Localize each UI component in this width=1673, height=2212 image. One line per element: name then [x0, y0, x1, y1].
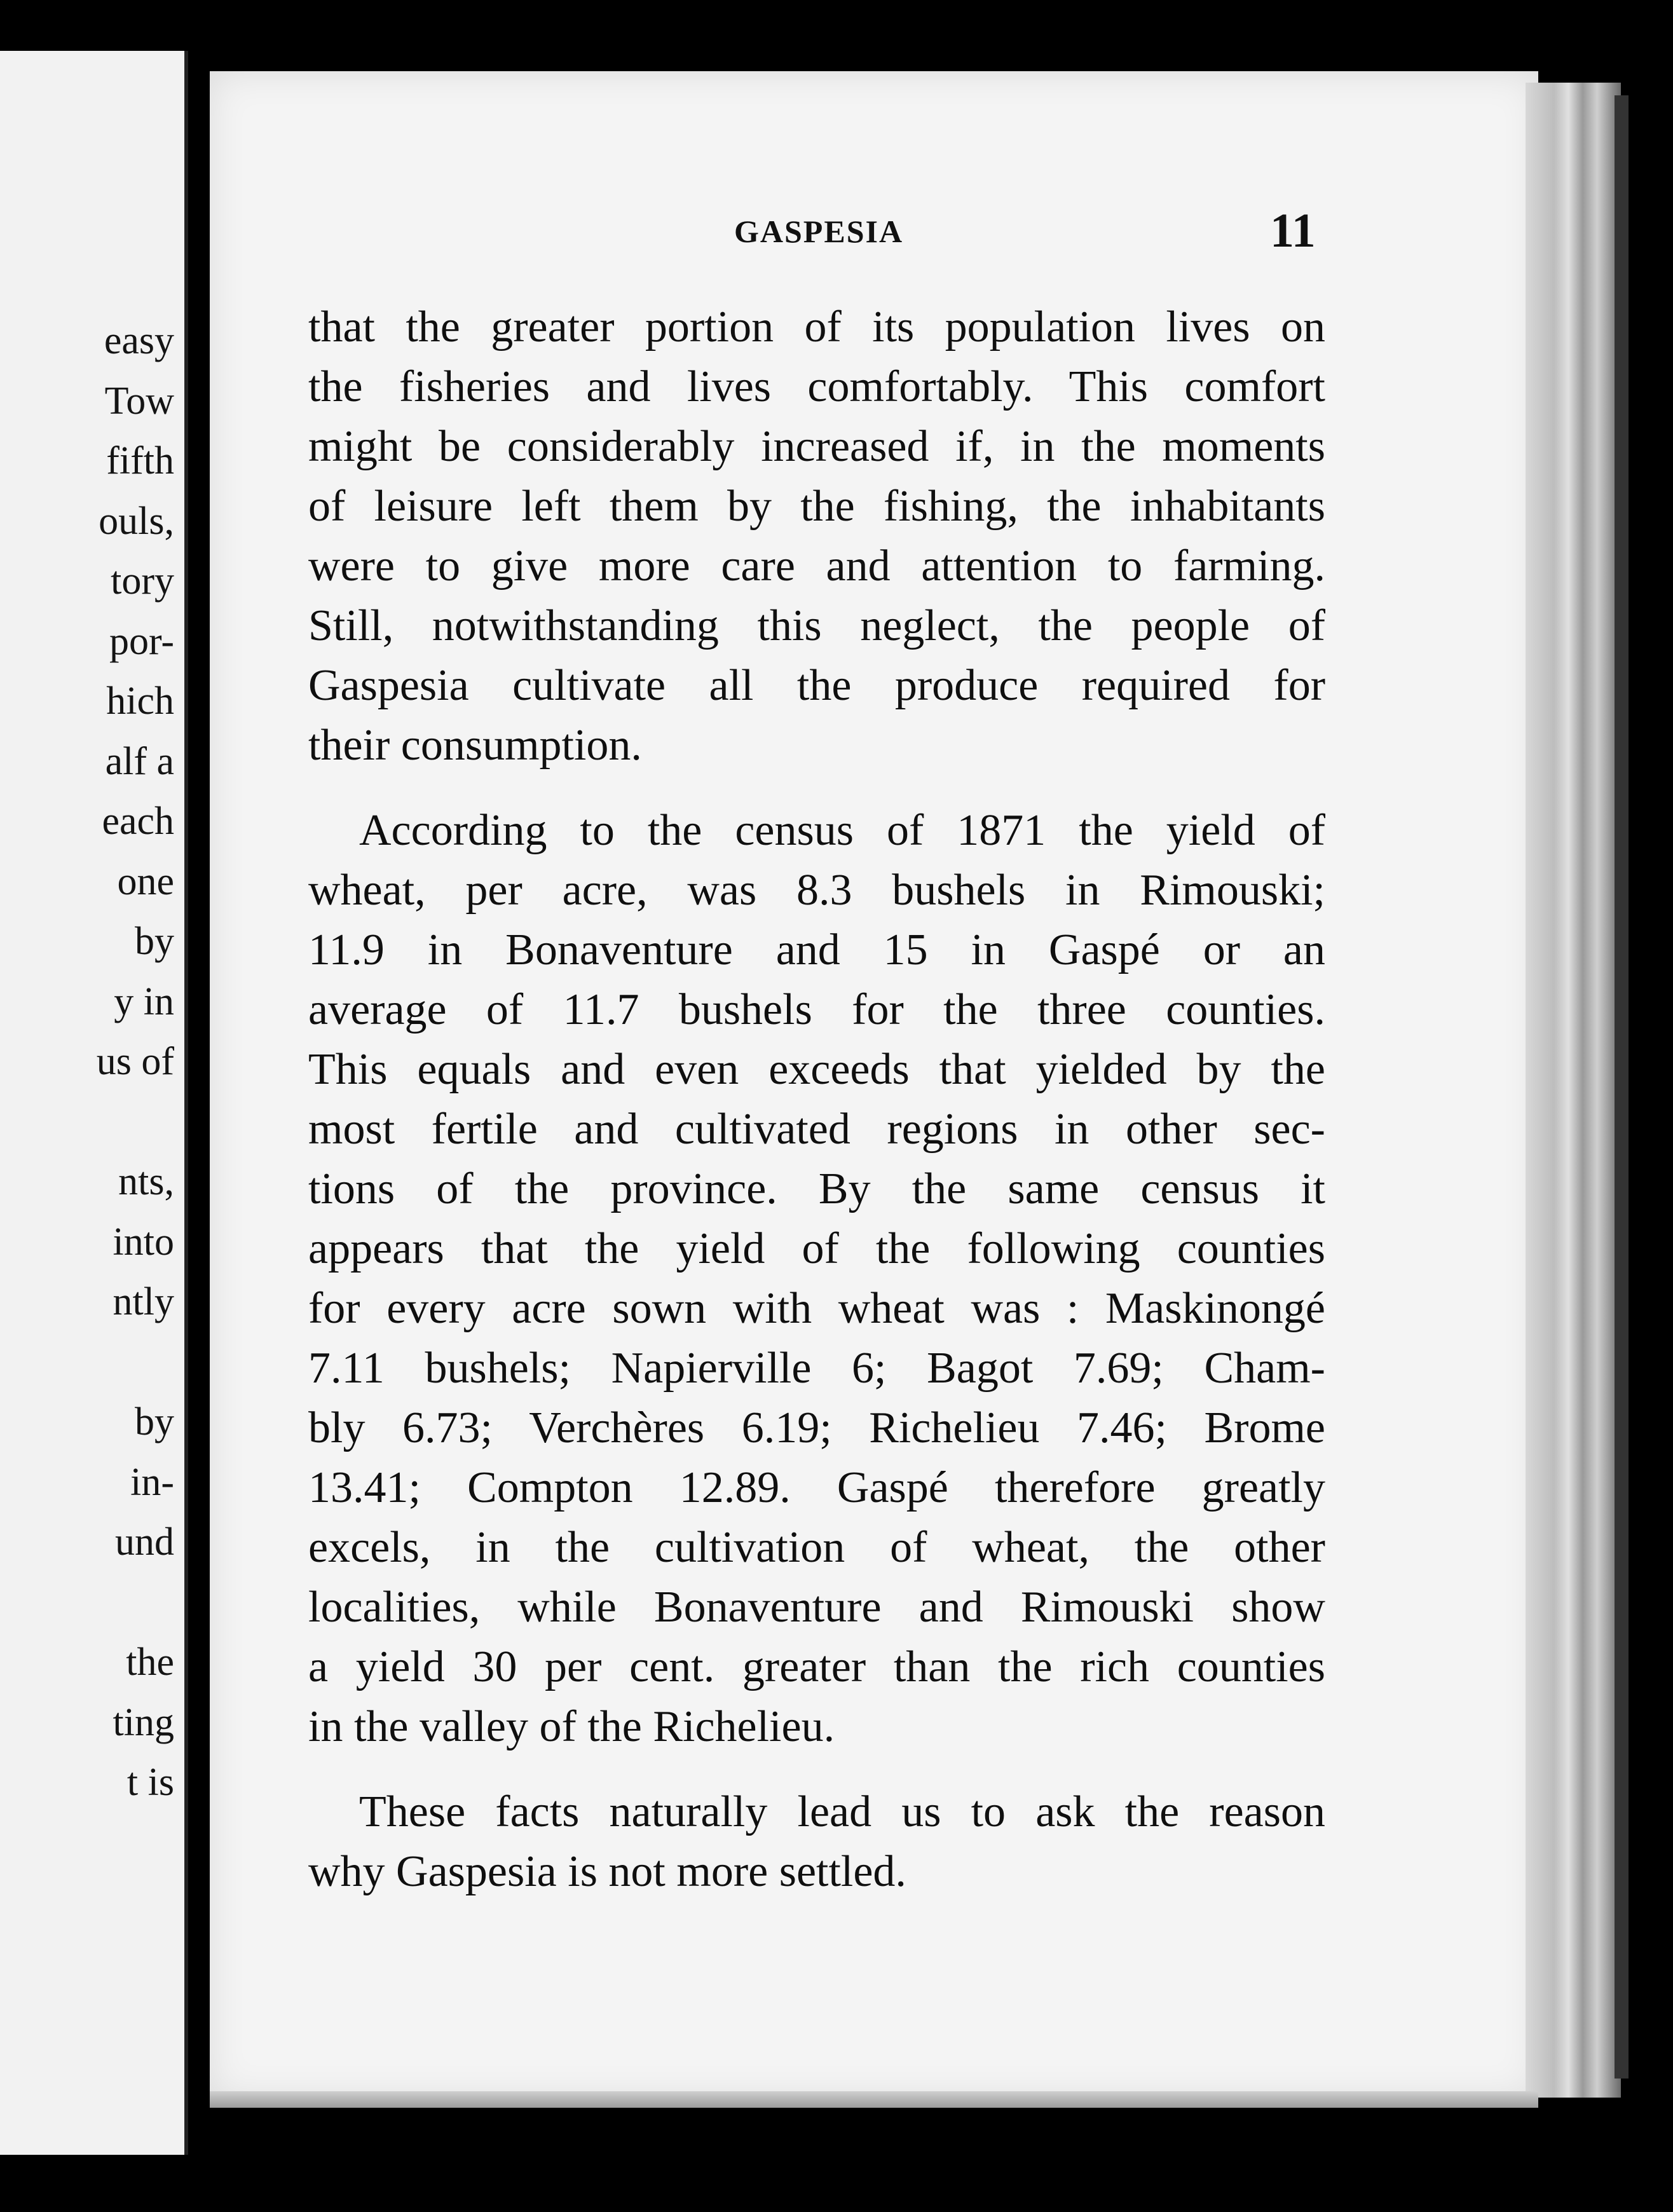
text-line: why Gaspesia is not more settled. — [308, 1847, 906, 1896]
running-head: GASPESIA — [734, 214, 904, 249]
facing-page-line: hich — [106, 679, 174, 723]
text-line: 11.9 in Bonaventure and 15 in Gaspé or an — [308, 925, 1325, 974]
text-line: in the valley of the Richelieu. — [308, 1702, 835, 1751]
text-line: for every acre sown with wheat was : Maskinongé — [308, 1284, 1325, 1333]
text-line: localities, while Bonaventure and Rimouski show — [308, 1583, 1325, 1632]
facing-page-line: ntly — [113, 1280, 174, 1323]
paragraph — [308, 1782, 1325, 1902]
text-line: 13.41; Compton 12.89. Gaspé therefore greatly — [308, 1463, 1325, 1512]
text-line: wheat, per acre, was 8.3 bushels in Rimouski; — [308, 866, 1325, 915]
facing-page-line: us of — [96, 1040, 174, 1083]
facing-page-fragment — [0, 51, 188, 2155]
text-line: Still, notwithstanding this neglect, the people of — [308, 601, 1325, 650]
facing-page-line: into — [113, 1220, 174, 1264]
facing-page-line: the — [126, 1641, 174, 1684]
facing-page-line: Tow — [104, 379, 174, 423]
text-line: bly 6.73; Verchères 6.19; Richelieu 7.46; Brome — [308, 1403, 1325, 1452]
facing-page-line: by — [135, 1400, 174, 1444]
body-text — [308, 297, 1325, 1902]
facing-page-line: one — [117, 859, 174, 903]
page-bottom-edge — [210, 2091, 1538, 2108]
facing-page-line: ting — [113, 1700, 174, 1744]
text-line: tions of the province. By the same census it — [308, 1164, 1325, 1213]
text-line: were to give more care and attention to farming. — [308, 542, 1325, 591]
text-line: their consumption. — [308, 721, 642, 770]
paragraph — [308, 801, 1325, 1757]
facing-page-line: nts, — [118, 1160, 174, 1203]
text-line: These facts naturally lead us to ask the reason — [359, 1787, 1325, 1836]
facing-page-line: easy — [104, 319, 174, 362]
facing-page-line: each — [102, 800, 174, 843]
facing-page-line: fifth — [106, 439, 174, 482]
text-line: average of 11.7 bushels for the three counties. — [308, 985, 1325, 1034]
binding-shadow — [1615, 95, 1629, 2079]
text-line: of leisure left them by the fishing, the inhabitants — [308, 482, 1325, 531]
facing-page-line: tory — [111, 559, 174, 603]
text-line: excels, in the cultivation of wheat, the other — [308, 1523, 1325, 1572]
text-line: most fertile and cultivated regions in other sec- — [308, 1105, 1325, 1154]
facing-page-line: in- — [130, 1460, 174, 1504]
paragraph-gap — [308, 1757, 1325, 1782]
text-line: a yield 30 per cent. greater than the rich counties — [308, 1642, 1325, 1691]
page-number: 11 — [1270, 204, 1316, 257]
page-edges — [1526, 83, 1621, 2098]
facing-page-line: ouls, — [99, 499, 174, 543]
text-line: 7.11 bushels; Napierville 6; Bagot 7.69; Cham- — [308, 1344, 1325, 1393]
facing-page-line: y in — [114, 980, 174, 1023]
text-line: appears that the yield of the following counties — [308, 1224, 1325, 1273]
facing-page-line: alf a — [105, 739, 174, 783]
facing-page-line: und — [115, 1520, 174, 1564]
text-line: the fisheries and lives comfortably. This comfort — [308, 362, 1325, 411]
text-line: that the greater portion of its population lives on — [308, 303, 1325, 352]
paragraph-gap — [308, 775, 1325, 801]
facing-page-line: por- — [109, 619, 174, 663]
text-line: might be considerably increased if, in the moments — [308, 422, 1325, 471]
text-line: According to the census of 1871 the yield of — [359, 806, 1325, 855]
text-line: This equals and even exceeds that yielded by the — [308, 1045, 1325, 1094]
facing-page-line: t is — [126, 1761, 174, 1804]
paragraph — [308, 297, 1325, 775]
text-line: Gaspesia cultivate all the produce required for — [308, 661, 1325, 710]
facing-page-line: by — [135, 920, 174, 963]
